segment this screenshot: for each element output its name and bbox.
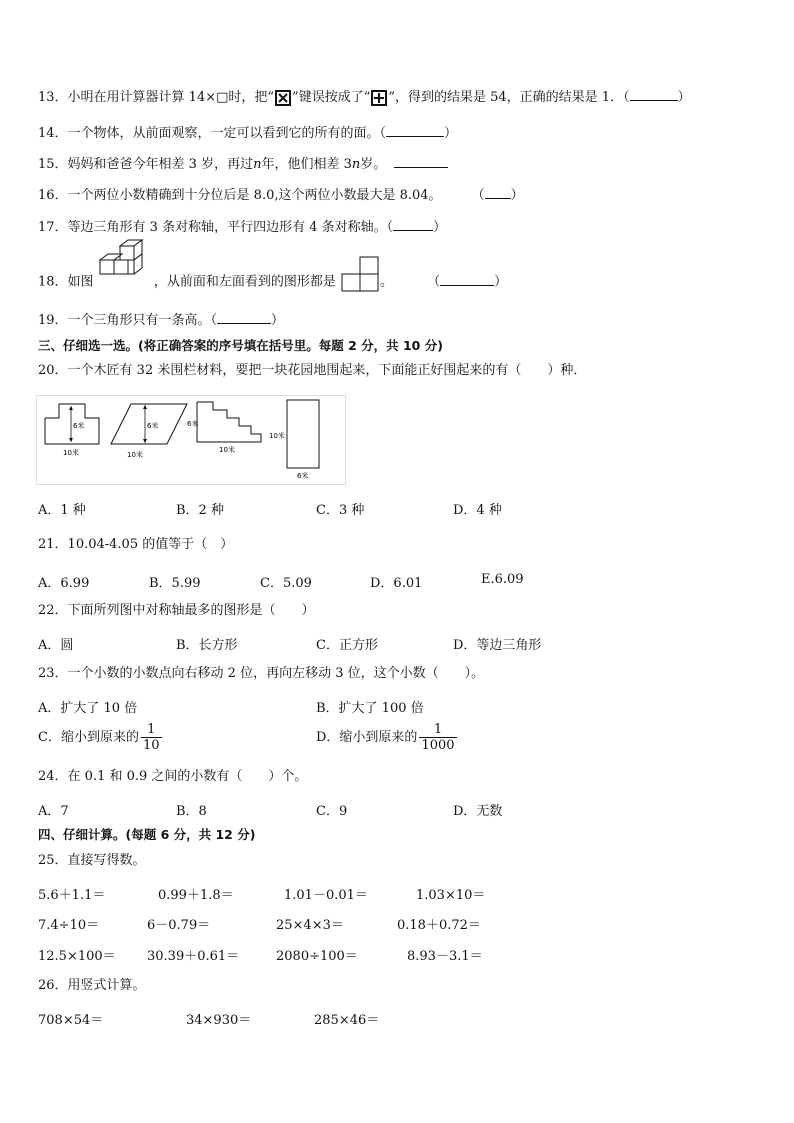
calc-item: 8.93－3.1＝ — [407, 949, 483, 964]
q21-option-e[interactable]: E.6.09 — [481, 572, 524, 587]
fraction-denominator: 10 — [142, 738, 160, 753]
section-4-heading: 四、仔细计算。(每题 6 分，共 12 分) — [38, 827, 256, 842]
q16-answer-blank[interactable] — [485, 186, 511, 199]
q16-text: 16．一个两位小数精确到十分位后是 8.0,这个两位小数最大是 8.04。 — [38, 188, 442, 203]
view-shape-figure — [340, 255, 380, 293]
section-3-heading: 三、仔细选一选。(将正确答案的序号填在括号里。每题 2 分，共 10 分) — [38, 338, 443, 353]
q24-option-c[interactable]: C．9 — [316, 804, 348, 819]
q22-option-a[interactable]: A．圆 — [38, 638, 74, 653]
fraction-numerator: 1 — [141, 722, 162, 738]
q22-option-c[interactable]: C．正方形 — [316, 638, 378, 653]
q23-option-d[interactable] — [316, 722, 457, 753]
fig-b-width-label: 10米 — [127, 451, 143, 459]
question-19 — [38, 311, 284, 330]
q14-text-end: ） — [444, 126, 458, 141]
vertical-calc-item: 708×54＝ — [38, 1013, 104, 1028]
q13-text-end: ） — [677, 90, 691, 105]
q19-answer-blank[interactable] — [217, 311, 271, 324]
calc-item: 0.99＋1.8＝ — [158, 888, 234, 903]
q19-text: 19．一个三角形只有一条高。（ — [38, 313, 218, 328]
fig-a-width-label: 10米 — [63, 449, 79, 457]
fig-c-width-label: 10米 — [219, 446, 235, 454]
q15-variable-n-2: n — [351, 157, 361, 172]
vertical-calc-item: 285×46＝ — [314, 1013, 380, 1028]
fraction-denominator: 1000 — [421, 738, 455, 753]
q22-option-d[interactable]: D．等边三角形 — [453, 638, 542, 653]
q14-answer-blank[interactable] — [386, 124, 444, 137]
q23-option-c-label: C．缩小到原来的 — [38, 730, 139, 745]
question-15 — [38, 155, 448, 174]
q23-option-c[interactable] — [38, 722, 162, 753]
question-13 — [38, 88, 691, 107]
calc-item: 0.18＋0.72＝ — [397, 918, 481, 933]
q15-text-end: 岁。 — [360, 157, 387, 172]
fig-c-height-label: 6米 — [187, 420, 199, 428]
q13-answer-blank[interactable] — [630, 88, 678, 101]
q14-text: 14．一个物体，从前面观察，一定可以看到它的所有的面。（ — [38, 126, 387, 141]
calc-item: 25×4×3＝ — [276, 918, 344, 933]
q16-paren-open: （ — [471, 188, 485, 203]
q24-option-a[interactable]: A．7 — [38, 804, 69, 819]
q21-option-c[interactable]: C．5.09 — [260, 576, 312, 591]
q18-text-after: 。 — [379, 274, 393, 290]
q20-option-a[interactable]: A．1 种 — [38, 503, 86, 518]
fig-a-height-label: 6米 — [73, 422, 85, 430]
fraction-numerator: 1 — [419, 722, 456, 738]
q19-text-end: ） — [271, 313, 285, 328]
q20-option-b[interactable]: B．2 种 — [176, 503, 224, 518]
cube-stack-figure — [98, 238, 150, 284]
question-16 — [38, 186, 524, 205]
q18-paren-close: ） — [494, 274, 508, 290]
q15-text: 15．妈妈和爸爸今年相差 3 岁，再过 — [38, 157, 254, 172]
q18-paren-open: （ — [427, 274, 441, 290]
calc-item: 6－0.79＝ — [147, 918, 211, 933]
calc-item: 1.01－0.01＝ — [284, 888, 368, 903]
q23-option-a[interactable]: A．扩大了 10 倍 — [38, 701, 138, 716]
fig-d-height-label: 10米 — [269, 432, 285, 440]
calc-item: 2080÷100＝ — [276, 949, 358, 964]
plus-key-icon — [371, 90, 387, 106]
multiply-key-icon — [275, 90, 291, 106]
calc-item: 5.6＋1.1＝ — [38, 888, 106, 903]
q23-option-c-fraction — [141, 722, 162, 753]
calc-item: 7.4÷10＝ — [38, 918, 100, 933]
q24-option-b[interactable]: B．8 — [176, 804, 207, 819]
question-22: 22．下面所列图中对称轴最多的图形是（ ） — [38, 603, 315, 618]
q21-option-a[interactable]: A．6.99 — [38, 576, 90, 591]
calc-item: 30.39＋0.61＝ — [147, 949, 240, 964]
question-24: 24．在 0.1 和 0.9 之间的小数有（ ）个。 — [38, 769, 308, 784]
q17-answer-blank[interactable] — [393, 218, 433, 231]
q23-option-d-label: D．缩小到原来的 — [316, 730, 418, 745]
calc-item: 1.03×10＝ — [416, 888, 486, 903]
q21-option-d[interactable]: D．6.01 — [370, 576, 423, 591]
q17-text-end: ） — [433, 220, 447, 235]
q20-option-d[interactable]: D．4 种 — [453, 503, 502, 518]
q20-figures — [36, 395, 346, 485]
question-17 — [38, 218, 446, 237]
vertical-calc-item: 34×930＝ — [186, 1013, 252, 1028]
question-14 — [38, 124, 457, 143]
q15-text-mid: 年，他们相差 3 — [261, 157, 352, 172]
q23-option-b[interactable]: B．扩大了 100 倍 — [316, 701, 424, 716]
question-23: 23．一个小数的小数点向右移动 2 位，再向左移动 3 位，这个小数（ ）。 — [38, 666, 485, 681]
q13-text-mid: ”键误按成了“ — [292, 90, 371, 105]
q21-option-b[interactable]: B．5.99 — [149, 576, 201, 591]
q22-option-b[interactable]: B．长方形 — [176, 638, 238, 653]
q17-text: 17．等边三角形有 3 条对称轴，平行四边形有 4 条对称轴。（ — [38, 220, 394, 235]
fig-d-width-label: 6米 — [297, 472, 309, 480]
question-25: 25．直接写得数。 — [38, 853, 146, 868]
question-18 — [38, 263, 507, 301]
q16-paren-close: ） — [510, 188, 524, 203]
q18-text-mid: ，从前面和左面看到的图形都是 — [153, 274, 336, 290]
question-26: 26．用竖式计算。 — [38, 978, 146, 993]
q18-text-before: 18．如图 — [38, 274, 94, 290]
question-20: 20．一个木匠有 32 米围栏材料，要把一块花园地围起来，下面能正好围起来的有（ ）种． — [38, 363, 587, 378]
q13-text-after: ”，得到的结果是 54，正确的结果是 1．（ — [388, 90, 630, 105]
q23-option-d-fraction — [419, 722, 456, 753]
calc-item: 12.5×100＝ — [38, 949, 116, 964]
q20-option-c[interactable]: C．3 种 — [316, 503, 365, 518]
q18-answer-blank[interactable] — [440, 273, 494, 286]
question-21: 21．10.04-4.05 的值等于（ ） — [38, 537, 234, 552]
q15-answer-blank[interactable] — [394, 155, 448, 168]
q15-variable-n: n — [253, 157, 262, 172]
q13-text-before: 13．小明在用计算器计算 14×□时，把“ — [38, 90, 275, 105]
q24-option-d[interactable]: D．无数 — [453, 804, 503, 819]
fig-b-height-label: 6米 — [147, 422, 159, 430]
